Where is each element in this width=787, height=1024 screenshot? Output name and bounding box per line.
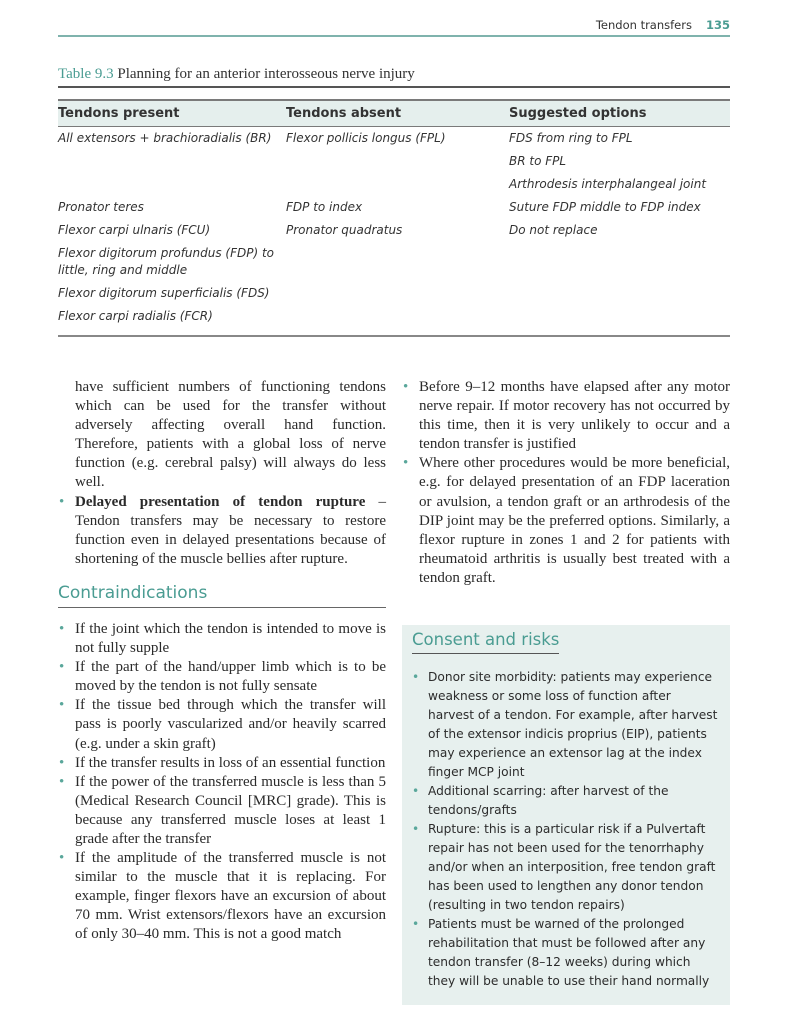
table-cell: Suture FDP middle to FDP index <box>509 199 701 214</box>
delayed-rupture-term: Delayed presentation of tendon rupture <box>75 493 366 510</box>
list-item <box>58 773 386 849</box>
running-head <box>58 18 730 37</box>
bullet-icon: • <box>59 697 65 714</box>
bullet-icon: • <box>403 455 409 472</box>
table-caption-text: Planning for an anterior interosseous nerve injury <box>117 66 415 82</box>
list-item-text: If the amplitude of the transferred muscle is not similar to the muscle that it is replacing. For example, finger flexors have an excursion of about 70 mm. Wrist extensors/flexors have an excursion of only 30–40 mm. This is not a good match <box>75 850 386 943</box>
planning-table <box>58 99 730 337</box>
indications-list-continued <box>58 378 386 569</box>
table-cell <box>286 305 509 336</box>
table-cell <box>286 150 509 173</box>
bullet-icon: • <box>59 493 65 510</box>
continued-paragraph: have sufficient numbers of functioning tendons which can be used for the transfer without adversely affecting overall hand function. Therefore, patients with a global loss of nerve function (e.g. cerebral palsy) will always do less well. <box>75 379 386 491</box>
table-cell: BR to FPL <box>509 153 567 168</box>
list-item-text: If the joint which the tendon is intended to move is not fully supple <box>75 620 386 657</box>
list-item <box>58 754 386 773</box>
table-cell: Flexor carpi radialis (FCR) <box>58 305 286 336</box>
list-item <box>412 820 720 915</box>
list-item <box>58 620 386 658</box>
list-item-text: If the part of the hand/upper limb which is to be moved by the tendon is not fully sensate <box>75 659 386 695</box>
list-item <box>412 782 720 820</box>
bullet-icon: • <box>59 850 65 867</box>
bullet-icon: • <box>59 620 65 637</box>
table-row <box>58 150 730 173</box>
bullet-icon: • <box>59 754 65 771</box>
table-cell: FDS from ring to FPL <box>509 130 633 145</box>
table-cell <box>58 173 286 196</box>
list-item-text: If the transfer results in loss of an essential function <box>75 754 386 771</box>
table-row <box>58 196 730 219</box>
list-item <box>412 915 720 991</box>
right-column <box>402 378 730 588</box>
list-item-text: Donor site morbidity: patients may experience weakness or some loss of function after harvest of a tendon. For example, after harvest of the extensor indicis proprius (EIP), patients may experience an extensor lag at the index finger MCP joint <box>428 670 718 779</box>
table-cell: Arthrodesis interphalangeal joint <box>509 176 707 191</box>
table-cell <box>58 150 286 173</box>
bullet-icon: • <box>412 670 420 684</box>
list-item-text: If the tissue bed through which the transfer will pass is poorly vascularized and/or heavily scarred (e.g. under a skin graft) <box>75 697 386 752</box>
running-head-title: Tendon transfers <box>595 18 692 32</box>
table-cell: FDP to index <box>286 199 363 214</box>
bullet-icon: • <box>412 784 420 798</box>
table-row <box>58 173 730 196</box>
page-number: 135 <box>705 18 730 32</box>
left-column <box>58 378 386 945</box>
table-cell: Do not replace <box>509 222 598 237</box>
list-item <box>58 658 386 696</box>
table-cell <box>509 242 730 282</box>
bullet-icon: • <box>403 379 409 395</box>
list-item <box>58 696 386 753</box>
table-row <box>58 126 730 150</box>
table-row <box>58 282 730 305</box>
list-item-text: Where other procedures would be more beneficial, e.g. for delayed presentation of an FDP laceration or avulsion, a tendon graft or an arthrodesis of the DIP joint may be the preferred options. Similarly, a flexor rupture in zones 1 and 2 for patients with rheumatoid arthritis is usually best treated with a tendon graft. <box>419 455 730 586</box>
bullet-icon: • <box>412 917 420 931</box>
list-item-text: If the power of the transferred muscle is less than 5 (Medical Research Council [MRC] grade). This is because any transferred muscle loses at least 1 grade after the transfer <box>75 773 386 847</box>
consent-and-risks-box <box>402 625 730 1005</box>
list-item-text: Additional scarring: after harvest of the tendons/grafts <box>428 784 669 817</box>
indications-list-right <box>402 378 730 588</box>
list-item <box>58 849 386 944</box>
table-row <box>58 219 730 242</box>
table-cell: Pronator quadratus <box>286 222 403 237</box>
header-tendons-absent: Tendons absent <box>286 100 509 126</box>
table-header-row <box>58 100 730 126</box>
table-cell <box>286 242 509 282</box>
table-row <box>58 305 730 336</box>
list-item <box>412 668 720 782</box>
consent-heading: Consent and risks <box>412 630 559 654</box>
table-caption <box>58 66 730 88</box>
list-item <box>402 378 730 454</box>
table-cell: Flexor digitorum profundus (FDP) to little, ring and middle <box>58 245 275 277</box>
list-item-text: Before 9–12 months have elapsed after any motor nerve repair. If motor recovery has not occurred by this time, then it is very unlikely to occur and a tendon transfer is justified <box>419 379 730 453</box>
header-suggested-options: Suggested options <box>509 100 730 126</box>
contraindications-list <box>58 620 386 945</box>
contraindications-heading: Contraindications <box>58 583 386 608</box>
table-cell <box>286 282 509 305</box>
bullet-icon: • <box>412 822 420 836</box>
table-cell: Flexor pollicis longus (FPL) <box>286 130 446 145</box>
table-cell <box>286 173 509 196</box>
table-cell: Flexor digitorum superficialis (FDS) <box>58 285 270 300</box>
bullet-icon: • <box>59 659 65 676</box>
table-cell <box>509 305 730 336</box>
list-item <box>58 493 386 569</box>
table-cell: Flexor carpi ulnaris (FCU) <box>58 222 211 237</box>
consent-risks-list <box>412 668 720 991</box>
table-row <box>58 242 730 282</box>
delayed-rupture-text: – Tendon transfers may be necessary to restore function even in delayed presentations because of shortening of the muscle bellies after rupture. <box>75 493 387 567</box>
list-item-text: Rupture: this is a particular risk if a Pulvertaft repair has not been used for the tenorrhaphy and/or when an interposition, free tendon graft has been used to lengthen any donor tendon (resulting in two tendon repairs) <box>428 822 716 912</box>
bullet-icon: • <box>59 773 65 790</box>
header-tendons-present: Tendons present <box>58 100 286 126</box>
table-cell: All extensors + brachioradialis (BR) <box>58 130 272 145</box>
list-item <box>402 454 730 588</box>
table-cell <box>509 282 730 305</box>
table-number: Table 9.3 <box>58 66 114 82</box>
list-item-text: Patients must be warned of the prolonged rehabilitation that must be followed after any tendon transfer (8–12 weeks) during which they will be unable to use their hand normally <box>428 917 710 988</box>
table-cell: Pronator teres <box>58 199 144 214</box>
